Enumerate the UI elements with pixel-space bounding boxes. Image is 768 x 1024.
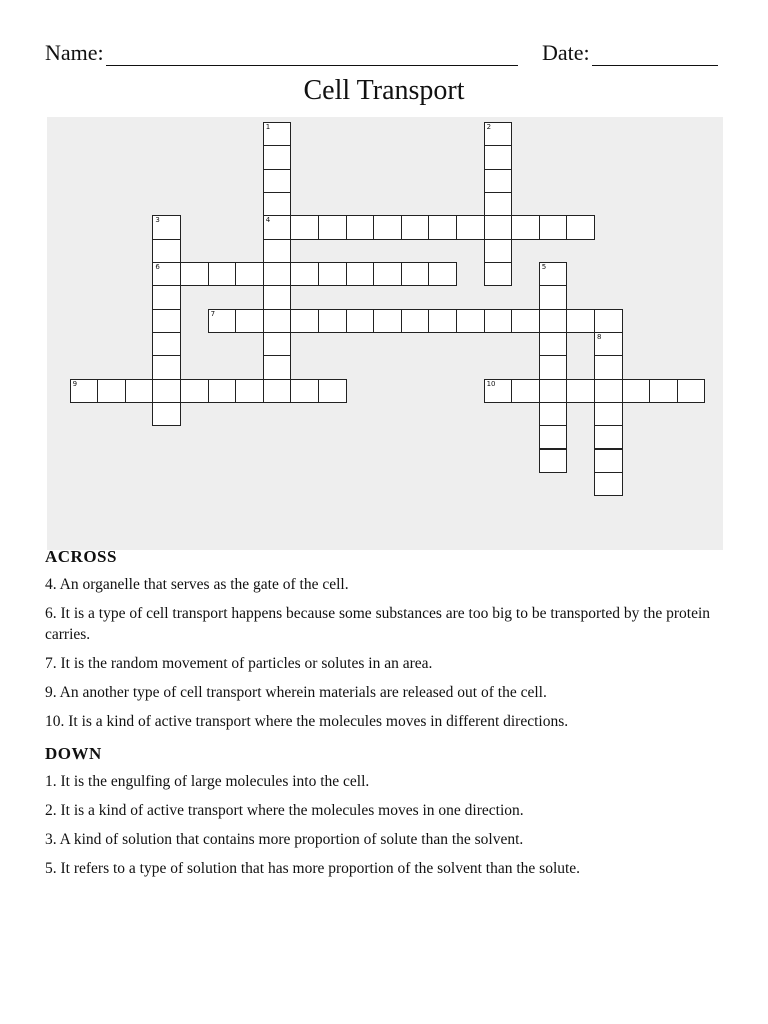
clue-number: 6 [155,262,160,271]
page-title: Cell Transport [303,75,465,106]
crossword-cell[interactable] [594,449,623,473]
crossword-cell[interactable] [511,309,540,333]
crossword-cell[interactable] [318,215,347,239]
across-clue: 9. An another type of cell transport wherein materials are released out of the cell. [45,684,547,701]
crossword-cell[interactable] [152,239,181,263]
crossword-cell[interactable] [484,309,513,333]
crossword-cell[interactable] [125,379,154,403]
crossword-cell[interactable] [484,169,513,193]
crossword-cell[interactable] [263,262,292,286]
across-heading: ACROSS [45,547,117,566]
crossword-grid [47,117,723,550]
crossword-cell[interactable] [484,192,513,216]
clues-section [45,547,725,887]
across-clue: 10. It is a kind of active transport where the molecules moves in different directions. [45,713,569,730]
crossword-cell[interactable] [594,402,623,426]
crossword-cell[interactable] [401,215,430,239]
crossword-cell[interactable] [566,215,595,239]
crossword-cell[interactable] [152,309,181,333]
crossword-cell[interactable] [152,215,181,239]
crossword-cell[interactable] [152,402,181,426]
crossword-cell[interactable] [594,425,623,449]
crossword-cell[interactable] [539,449,568,473]
crossword-cell[interactable] [373,309,402,333]
name-line[interactable] [106,45,518,66]
crossword-cell[interactable] [566,379,595,403]
crossword-cell[interactable] [594,379,623,403]
crossword-cell[interactable] [539,402,568,426]
crossword-cell[interactable] [180,262,209,286]
crossword-cell[interactable] [290,215,319,239]
crossword-cell[interactable] [484,215,513,239]
crossword-cell[interactable] [208,309,237,333]
crossword-cell[interactable] [484,239,513,263]
crossword-cell[interactable] [235,309,264,333]
crossword-cell[interactable] [346,309,375,333]
crossword-cell[interactable] [677,379,706,403]
crossword-cell[interactable] [263,332,292,356]
down-clue-list [45,771,725,879]
clue-number: 3 [155,216,160,225]
crossword-cell[interactable] [152,332,181,356]
crossword-cell[interactable] [70,379,99,403]
crossword-cell[interactable] [539,262,568,286]
crossword-cell[interactable] [511,215,540,239]
across-clue: 6. It is a type of cell transport happens because some substances are too big to be transported by the protein carries. [45,605,711,643]
down-heading: DOWN [45,744,102,763]
crossword-cell[interactable] [97,379,126,403]
crossword-cell[interactable] [649,379,678,403]
crossword-cell[interactable] [594,355,623,379]
down-clue: 3. A kind of solution that contains more proportion of solute than the solvent. [45,831,524,848]
crossword-cell[interactable] [263,145,292,169]
crossword-cell[interactable] [235,379,264,403]
crossword-cell[interactable] [318,262,347,286]
crossword-cell[interactable] [594,332,623,356]
crossword-cell[interactable] [373,262,402,286]
crossword-cell[interactable] [484,379,513,403]
crossword-cell[interactable] [318,379,347,403]
clue-number: 1 [265,123,271,131]
clue-number: 2 [486,123,492,131]
crossword-cell[interactable] [539,309,568,333]
date-field[interactable] [542,40,718,66]
across-clue-list [45,574,725,732]
crossword-cell[interactable] [456,215,485,239]
crossword-cell[interactable] [152,262,181,286]
crossword-cell[interactable] [511,379,540,403]
crossword-cell[interactable] [263,309,292,333]
crossword-cell[interactable] [373,215,402,239]
clue-number: 10 [486,379,496,388]
crossword-cell[interactable] [401,262,430,286]
date-line[interactable] [592,45,718,66]
crossword-cell[interactable] [263,192,292,216]
across-clue: 7. It is the random movement of particles or solutes in an area. [45,655,433,672]
crossword-cell[interactable] [484,122,513,146]
crossword-cell[interactable] [263,379,292,403]
across-clue: 4. An organelle that serves as the gate of the cell. [45,576,349,593]
crossword-cell[interactable] [622,379,651,403]
clue-number: 4 [265,216,271,225]
crossword-cell[interactable] [263,215,292,239]
crossword-cell[interactable] [594,309,623,333]
crossword-cell[interactable] [263,239,292,263]
crossword-cell[interactable] [484,262,513,286]
crossword-cell[interactable] [318,309,347,333]
crossword-cell[interactable] [263,285,292,309]
crossword-cell[interactable] [539,332,568,356]
crossword-cell[interactable] [428,215,457,239]
crossword-cell[interactable] [539,425,568,449]
crossword-cell[interactable] [484,145,513,169]
crossword-cell[interactable] [180,379,209,403]
crossword-cell[interactable] [428,262,457,286]
crossword-cell[interactable] [428,309,457,333]
crossword-cell[interactable] [263,169,292,193]
crossword-cell[interactable] [456,309,485,333]
down-clue: 2. It is a kind of active transport where the molecules moves in one direction. [45,802,524,819]
crossword-cell[interactable] [346,262,375,286]
crossword-cell[interactable] [208,379,237,403]
crossword-cell[interactable] [566,309,595,333]
clue-number: 9 [72,379,78,388]
crossword-cell[interactable] [235,262,264,286]
crossword-cell[interactable] [290,309,319,333]
crossword-cell[interactable] [539,379,568,403]
crossword-cell[interactable] [290,379,319,403]
date-label: Date: [542,40,590,65]
clue-number: 5 [541,262,547,271]
crossword-cell[interactable] [346,215,375,239]
crossword-cell[interactable] [594,472,623,496]
crossword-cell[interactable] [152,355,181,379]
crossword-cell[interactable] [539,355,568,379]
crossword-cell[interactable] [208,262,237,286]
name-field[interactable] [45,40,518,66]
crossword-cell[interactable] [152,379,181,403]
name-label: Name: [45,40,104,65]
clue-number: 8 [597,332,602,341]
crossword-cell[interactable] [152,285,181,309]
crossword-cell[interactable] [401,309,430,333]
clue-number: 7 [210,309,216,318]
crossword-cell[interactable] [539,285,568,309]
down-clue: 5. It refers to a type of solution that has more proportion of the solvent than the solute. [45,860,581,877]
crossword-cell[interactable] [539,215,568,239]
crossword-cell[interactable] [290,262,319,286]
down-clue: 1. It is the engulfing of large molecules into the cell. [45,773,370,790]
crossword-cell[interactable] [263,355,292,379]
crossword-cell[interactable] [263,122,292,146]
